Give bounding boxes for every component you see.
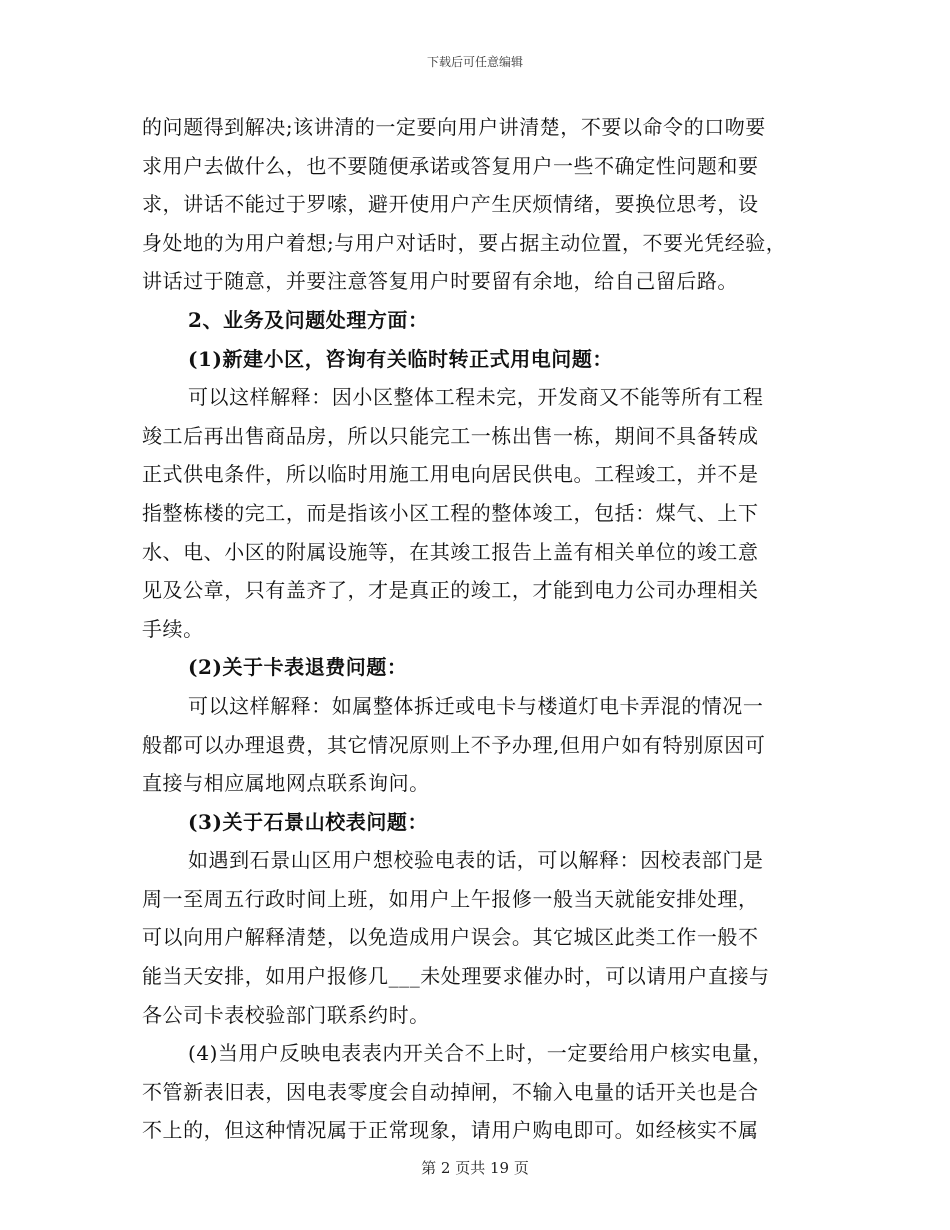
paragraph-line: 讲话过于随意，并要注意答复用户时要留有余地，给自己留后路。	[142, 269, 738, 294]
paragraph-line: 求，讲话不能过于罗嗦，避开使用户产生厌烦情绪，要换位思考，设	[142, 192, 759, 217]
subsection-heading: (1)新建小区，咨询有关临时转正式用电问题：	[188, 346, 613, 371]
paragraph-line: 指整栋楼的完工，而是指该小区工程的整体竣工，包括：煤气、上下	[142, 500, 759, 525]
paragraph-line: 水、电、小区的附属设施等，在其竣工报告上盖有相关单位的竣工意	[142, 539, 759, 564]
subsection-heading: (3)关于石景山校表问题：	[188, 809, 428, 834]
page-header: 下载后可任意编辑	[426, 55, 523, 69]
paragraph-line: 如遇到石景山区用户想校验电表的话，可以解释：因校表部门是	[188, 848, 764, 873]
paragraph-line: 见及公章，只有盖齐了，才是真正的竣工，才能到电力公司办理相关	[142, 578, 759, 603]
paragraph-line: 手续。	[142, 616, 204, 641]
paragraph-line: 直接与相应属地网点联系询问。	[142, 771, 430, 796]
subsection-heading: (2)关于卡表退费问题：	[188, 655, 408, 680]
section-heading: 2、业务及问题处理方面：	[188, 307, 429, 332]
document-body	[142, 108, 822, 1150]
paragraph-line: 正式供电条件，所以临时用施工用电向居民供电。工程竣工，并不是	[142, 462, 759, 487]
paragraph-line: 不上的，但这种情况属于正常现象，请用户购电即可。如经核实不属	[142, 1118, 759, 1143]
paragraph-line: 般都可以办理退费，其它情况原则上不予办理,但用户如有特别原因可	[142, 732, 766, 757]
paragraph-line: 不管新表旧表，因电表零度会自动掉闸，不输入电量的话开关也是合	[142, 1079, 759, 1104]
paragraph-line: 可以向用户解释清楚，以免造成用户误会。其它城区此类工作一般不	[142, 925, 759, 950]
paragraph-line: 求用户去做什么，也不要随便承诺或答复用户一些不确定性问题和要	[142, 153, 759, 178]
page-footer: 第 2 页共 19 页	[421, 1159, 529, 1177]
paragraph-line: 可以这样解释：因小区整体工程未完，开发商又不能等所有工程	[188, 385, 764, 410]
paragraph-line: 能当天安排，如用户报修几___未处理要求催办时，可以请用户直接与	[142, 964, 770, 989]
paragraph-line: 竣工后再出售商品房，所以只能完工一栋出售一栋，期间不具备转成	[142, 423, 759, 448]
paragraph-line: 周一至周五行政时间上班，如用户上午报修一般当天就能安排处理，	[142, 886, 759, 911]
paragraph-line: 身处地的为用户着想;与用户对话时，要占据主动位置，不要光凭经验，	[142, 230, 787, 255]
paragraph-line: (4)当用户反映电表表内开关合不上时，一定要给用户核实电量，	[188, 1041, 773, 1066]
paragraph-line: 各公司卡表校验部门联系约时。	[142, 1002, 430, 1027]
paragraph-line: 可以这样解释：如属整体拆迁或电卡与楼道灯电卡弄混的情况一	[188, 693, 764, 718]
paragraph-line: 的问题得到解决;该讲清的一定要向用户讲清楚，不要以命令的口吻要	[142, 115, 766, 139]
